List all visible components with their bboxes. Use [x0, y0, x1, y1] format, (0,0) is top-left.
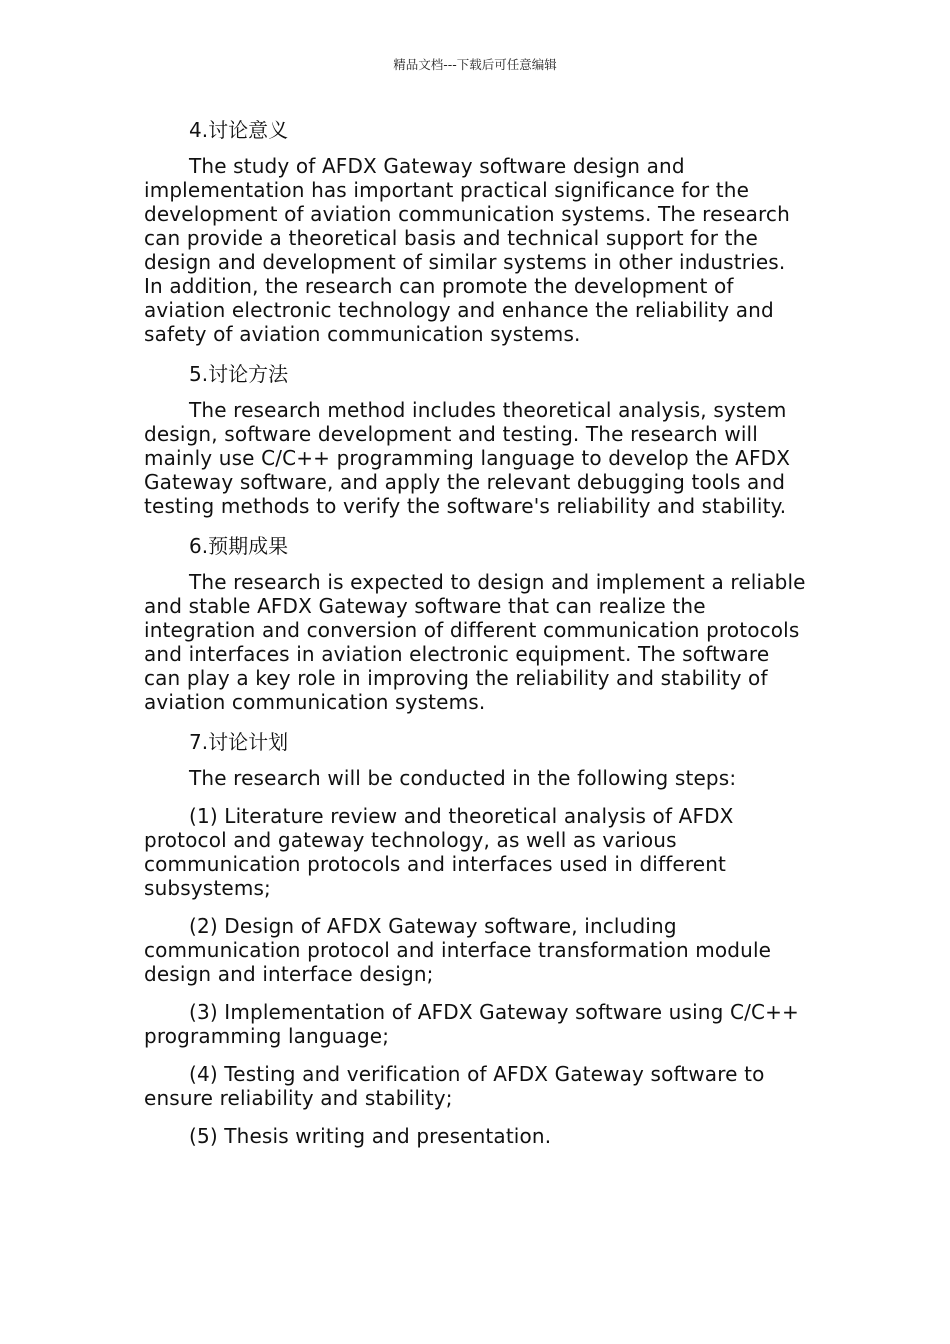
section-heading: 5.讨论方法 [189, 362, 289, 386]
section-expected-results [144, 532, 808, 714]
section-heading: 6.预期成果 [189, 534, 289, 558]
section-heading: 7.讨论计划 [189, 730, 289, 754]
plan-step-3: (3) Implementation of AFDX Gateway software using C/C++ programming language; [144, 1000, 799, 1048]
section-research-plan [144, 728, 808, 1148]
section-significance [144, 116, 808, 346]
plan-step-1: (1) Literature review and theoretical analysis of AFDX protocol and gateway technology, as well as various communication protocols and interfaces used in different subsystems; [144, 804, 734, 900]
plan-step-4: (4) Testing and verification of AFDX Gateway software to ensure reliability and stability; [144, 1062, 765, 1110]
paragraph: The study of AFDX Gateway software design and implementation has important practical significance for the development of aviation communication systems. The research can provide a theoretical basis and technical support for the design and development of similar systems in other industries. In addition, the research can promote the development of aviation electronic technology and enhance the reliability and safety of aviation communication systems. [144, 154, 790, 346]
plan-step-5: (5) Thesis writing and presentation. [189, 1124, 552, 1148]
paragraph: The research method includes theoretical analysis, system design, software development and testing. The research will mainly use C/C++ programming language to develop the AFDX Gateway software, and apply the relevant debugging tools and testing methods to verify the software's reliability and stability. [144, 398, 791, 518]
section-methods [144, 360, 808, 518]
page-header: 精品文档---下载后可任意编辑 [393, 57, 557, 72]
section-heading: 4.讨论意义 [189, 118, 289, 142]
document-body [144, 116, 808, 1162]
paragraph: The research is expected to design and implement a reliable and stable AFDX Gateway software that can realize the integration and conversion of different communication protocols and interfaces in aviation electronic equipment. The software can play a key role in improving the reliability and stability of aviation communication systems. [144, 570, 806, 714]
paragraph: The research will be conducted in the following steps: [189, 766, 737, 790]
plan-step-2: (2) Design of AFDX Gateway software, including communication protocol and interface transformation module design and interface design; [144, 914, 772, 986]
